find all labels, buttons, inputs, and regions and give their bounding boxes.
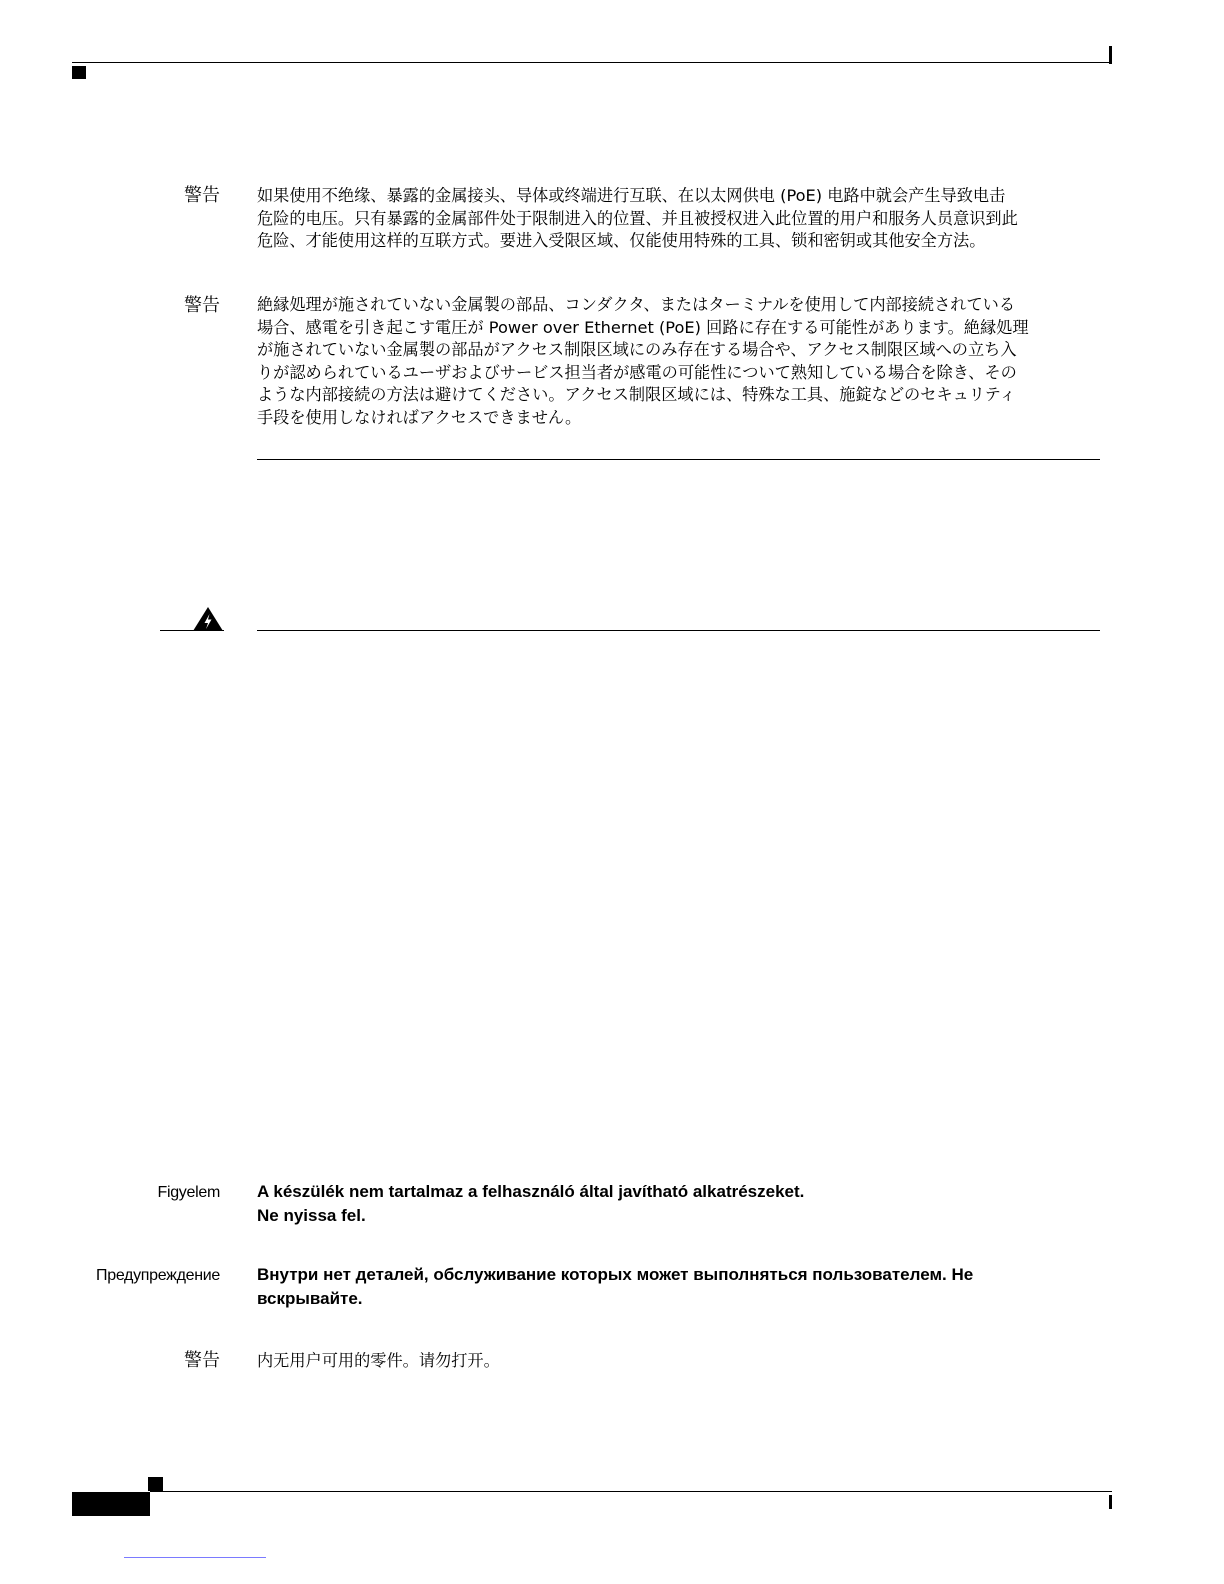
text-line: A készülék nem tartalmaz a felhasználó által javítható alkatrészeket. (257, 1182, 805, 1201)
warning-text-chinese-short (257, 1350, 500, 1373)
header-corner-mark (72, 66, 86, 79)
warning-text-chinese (257, 185, 1018, 253)
text-line: Внутри нет деталей, обслуживание которых может выполняться пользователем. Не (257, 1265, 974, 1284)
warning-text-hungarian (257, 1180, 804, 1227)
warning-triangle-icon (191, 605, 225, 633)
text-line: りが認められているユーザおよびサービス担当者が感電の可能性について熟知している場合を除き、その (257, 362, 1017, 382)
warning-label-chinese: 警告 (184, 185, 220, 206)
text-line: 内无用户可用的零件。请勿打开。 (257, 1351, 500, 1370)
footer-tick (1109, 1495, 1112, 1509)
header-tick (1109, 46, 1112, 64)
warning-text-japanese (257, 294, 1029, 429)
text-line: ような内部接続の方法は避けてください。アクセス制限区域には、特殊な工具、施錠などのセキュリティ (257, 385, 1016, 404)
text-line: 場合、感電を引き起こす電圧が Power over Ethernet (PoE) 回路に存在する可能性があります。絶縁処理 (257, 317, 1029, 337)
footer-page-block (72, 1492, 150, 1516)
section-divider (257, 459, 1100, 460)
text-line: вскрывайте. (257, 1288, 363, 1308)
warning-label-chinese-short: 警告 (184, 1350, 220, 1371)
warning-text-russian (257, 1263, 973, 1310)
text-line: 手段を使用しなければアクセスできません。 (257, 407, 582, 427)
warning-label-hungarian: Figyelem (157, 1184, 220, 1201)
text-line: 危险的电压。只有暴露的金属部件处于限制进入的位置、并且被授权进入此位置的用户和服务人员意识到此 (257, 208, 1018, 228)
text-line: Ne nyissa fel. (257, 1205, 366, 1225)
text-line: 絶縁処理が施されていない金属製の部品、コンダクタ、またはターミナルを使用して内部接続されている (257, 295, 1016, 314)
text-line: 如果使用不绝缘、暴露的金属接头、导体或终端进行互联、在以太网供电 (PoE) 电路中就会产生导致电击 (257, 186, 1006, 205)
footer-rule (150, 1491, 1112, 1492)
header-rule (72, 62, 1112, 63)
footer-link-underline[interactable] (124, 1557, 266, 1558)
warning-label-japanese: 警告 (184, 295, 220, 316)
warning-rule (257, 630, 1100, 631)
warning-label-russian: Предупреждение (96, 1267, 220, 1284)
text-line: 危险、才能使用这样的互联方式。要进入受限区域、仅能使用特殊的工具、锁和密钥或其他安全方法。 (257, 231, 986, 250)
text-line: が施されていない金属製の部品がアクセス制限区域にのみ存在する場合や、アクセス制限区域への立ち入 (257, 340, 1017, 359)
footer-corner-mark (148, 1477, 163, 1491)
warning-icon-rule (160, 630, 224, 631)
